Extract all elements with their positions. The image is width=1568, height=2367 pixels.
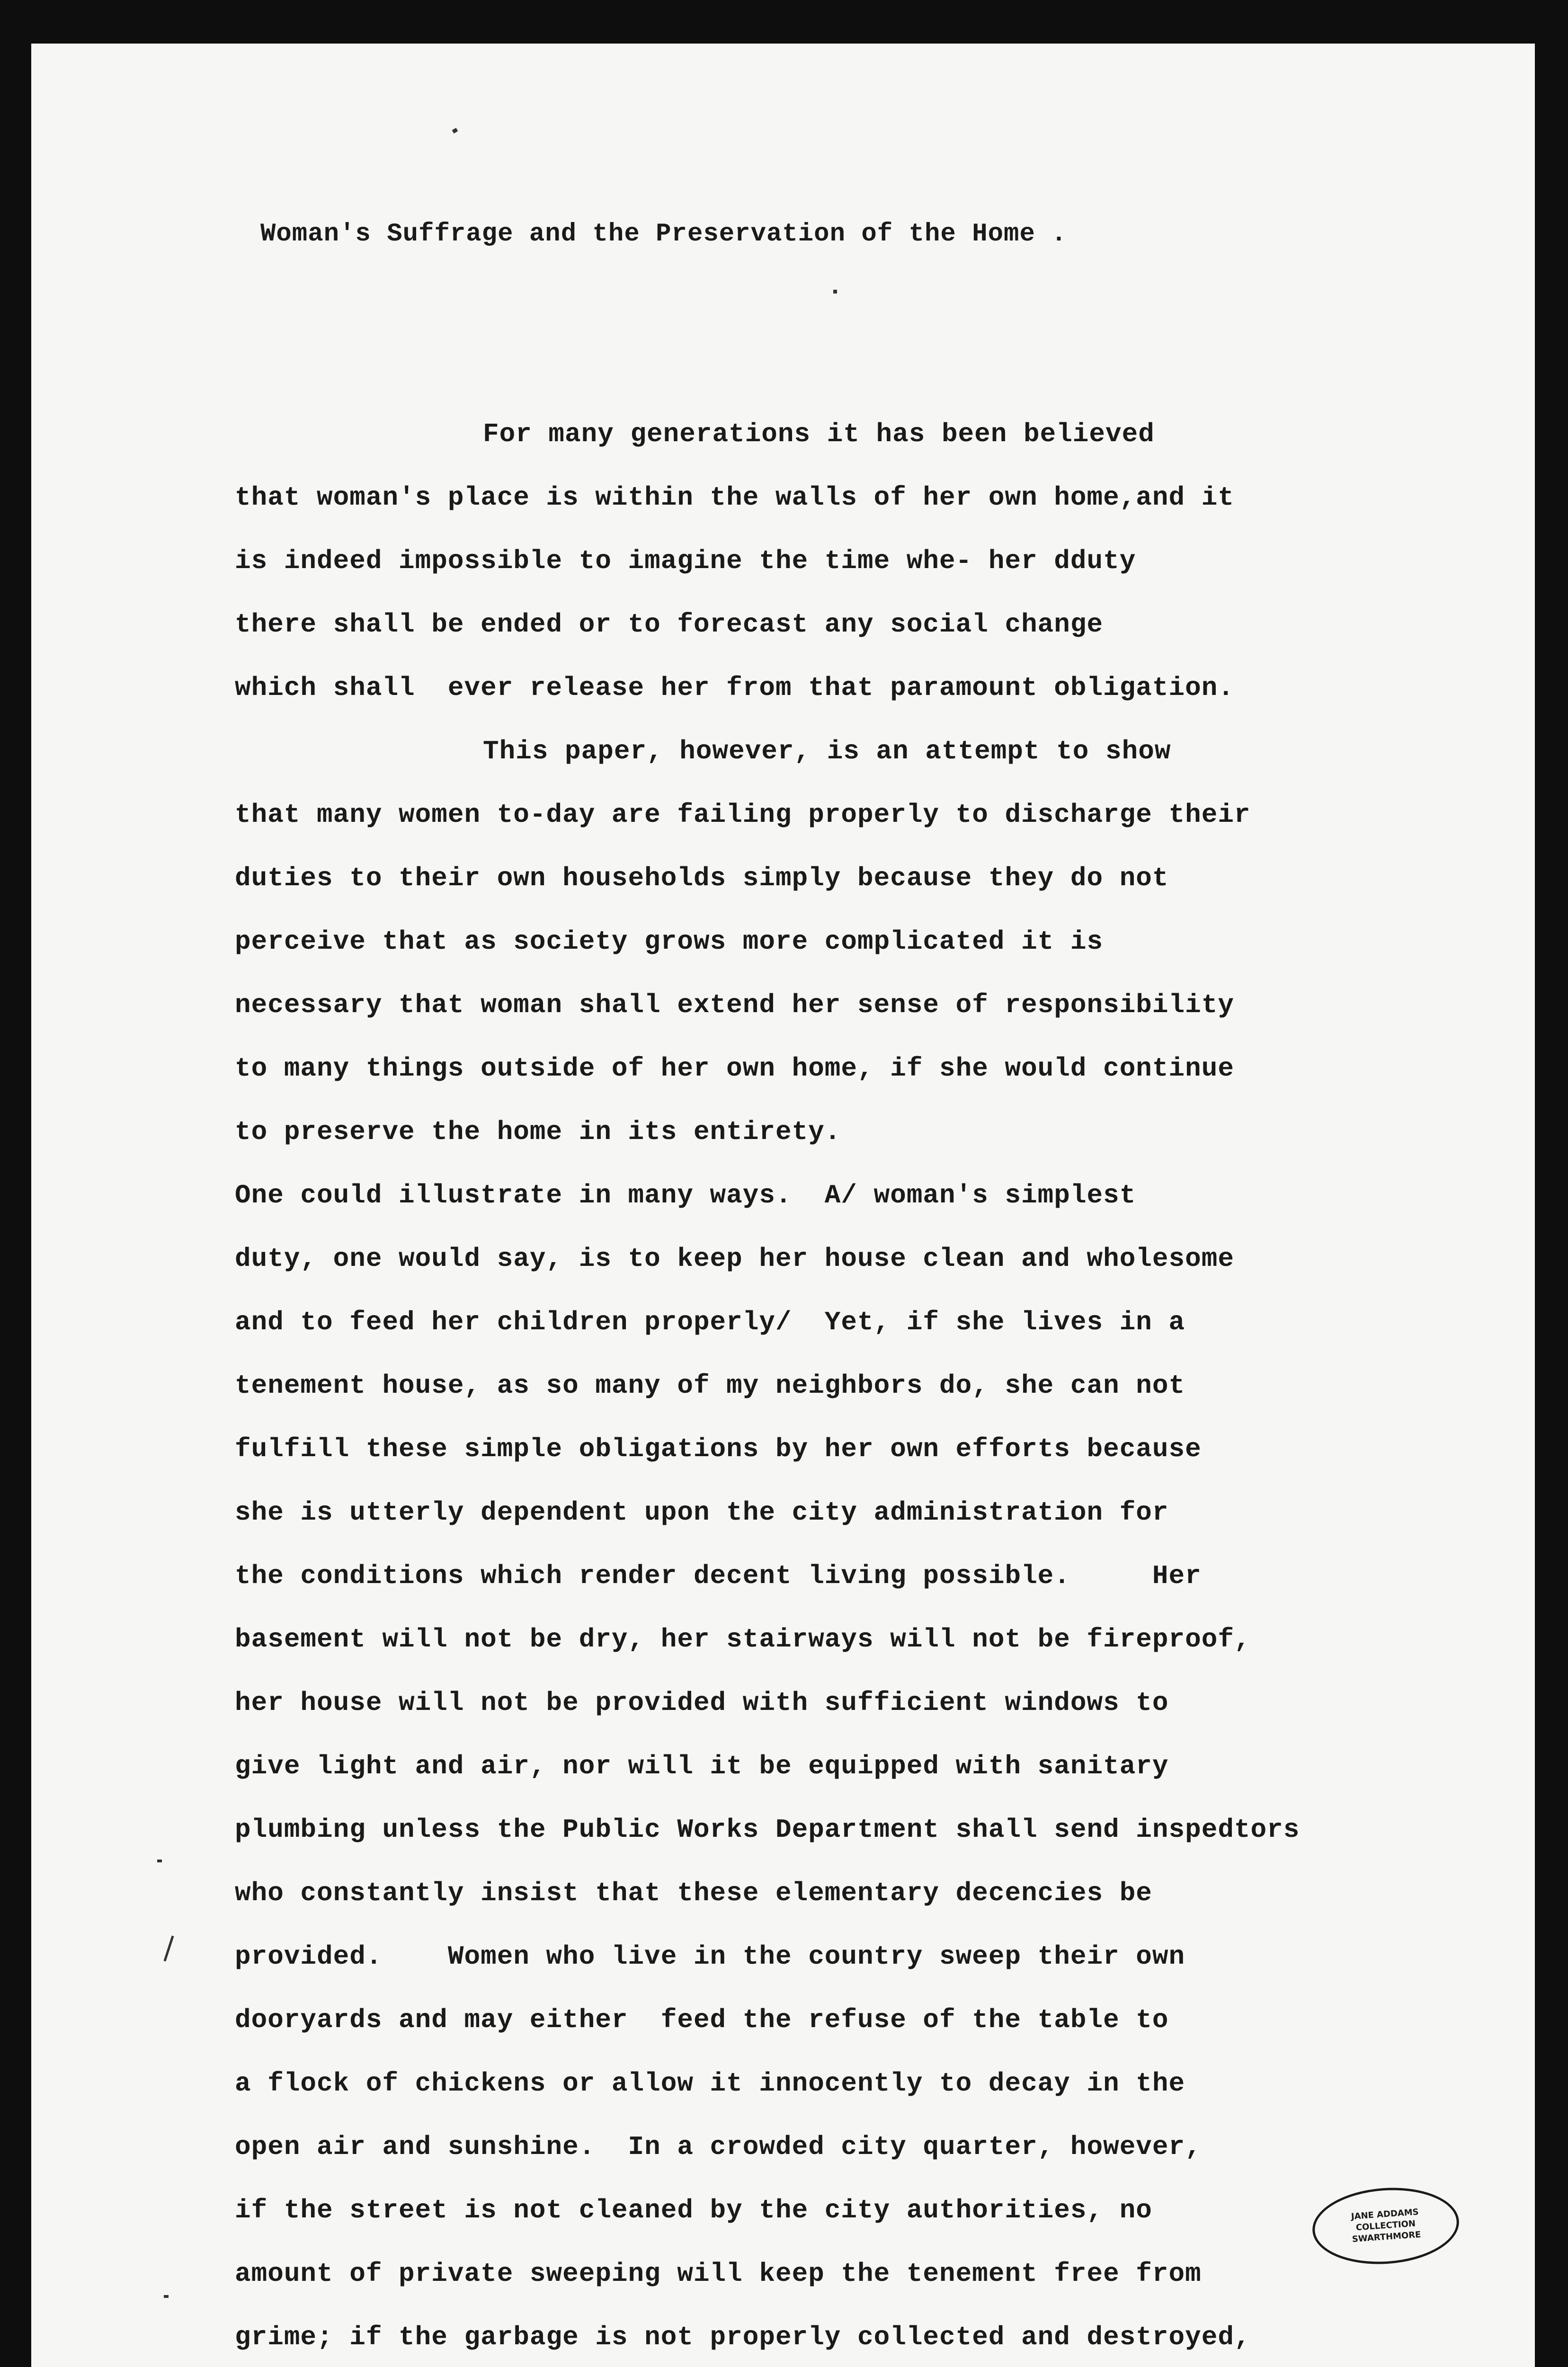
text-line: to many things outside of her own home, if she would continue	[235, 1053, 1234, 1084]
text-line: is indeed impossible to imagine the time whe- her dduty	[235, 546, 1136, 576]
text-line: her house will not be provided with sufficient windows to	[235, 1688, 1169, 1718]
film-speck	[452, 128, 458, 133]
document-page	[31, 44, 1535, 2367]
text-line: which shall ever release her from that paramount obligation.	[235, 673, 1234, 703]
stamp-line: SWARTHMORE	[1352, 2229, 1422, 2244]
film-speck	[833, 290, 837, 294]
text-line: there shall be ended or to forecast any social change	[235, 609, 1104, 640]
text-line: duty, one would say, is to keep her house clean and wholesome	[235, 1244, 1234, 1274]
film-speck	[157, 1860, 162, 1862]
text-line: necessary that woman shall extend her sense of responsibility	[235, 990, 1234, 1020]
text-line: a flock of chickens or allow it innocently to decay in the	[235, 2068, 1185, 2099]
text-line: perceive that as society grows more complicated it is	[235, 926, 1104, 957]
text-line: fulfill these simple obligations by her own efforts because	[235, 1434, 1202, 1464]
text-line: who constantly insist that these elementary decencies be	[235, 1878, 1152, 1908]
text-line: This paper, however, is an attempt to show	[483, 736, 1171, 766]
text-line: that woman's place is within the walls of her own home,and it	[235, 482, 1234, 513]
text-line: One could illustrate in many ways. A/ woman's simplest	[235, 1180, 1136, 1210]
text-line: plumbing unless the Public Works Department shall send inspedtors	[235, 1815, 1300, 1845]
text-line: For many generations it has been believed	[483, 419, 1155, 449]
text-line: grime; if the garbage is not properly collected and destroyed,	[235, 2322, 1251, 2352]
text-line: that many women to-day are failing properly to discharge their	[235, 800, 1251, 830]
text-line: provided. Women who live in the country sweep their own	[235, 1941, 1185, 1972]
document-title: Woman's Suffrage and the Preservation of the Home .	[260, 220, 1067, 249]
text-line: and to feed her children properly/ Yet, if she lives in a	[235, 1307, 1185, 1337]
text-line: open air and sunshine. In a crowded city quarter, however,	[235, 2132, 1202, 2162]
text-line: to preserve the home in its entirety.	[235, 1117, 841, 1147]
stamp-line: COLLECTION	[1355, 2218, 1416, 2233]
text-line: basement will not be dry, her stairways will not be fireproof,	[235, 1624, 1251, 1655]
text-line: tenement house, as so many of my neighbors do, she can not	[235, 1370, 1185, 1401]
film-speck	[164, 2295, 169, 2298]
text-line: she is utterly dependent upon the city administration for	[235, 1497, 1169, 1528]
text-line: amount of private sweeping will keep the tenement free from	[235, 2259, 1202, 2289]
text-line: the conditions which render decent living possible. Her	[235, 1561, 1202, 1591]
text-line: give light and air, nor will it be equipped with sanitary	[235, 1751, 1169, 1781]
stamp-line: JANE ADDAMS	[1351, 2207, 1419, 2222]
text-line: duties to their own households simply because they do not	[235, 863, 1169, 893]
text-line: if the street is not cleaned by the city authorities, no	[235, 2195, 1152, 2225]
margin-mark	[163, 1936, 174, 1962]
collection-stamp	[1310, 2183, 1461, 2269]
text-line: dooryards and may either feed the refuse of the table to	[235, 2005, 1169, 2035]
